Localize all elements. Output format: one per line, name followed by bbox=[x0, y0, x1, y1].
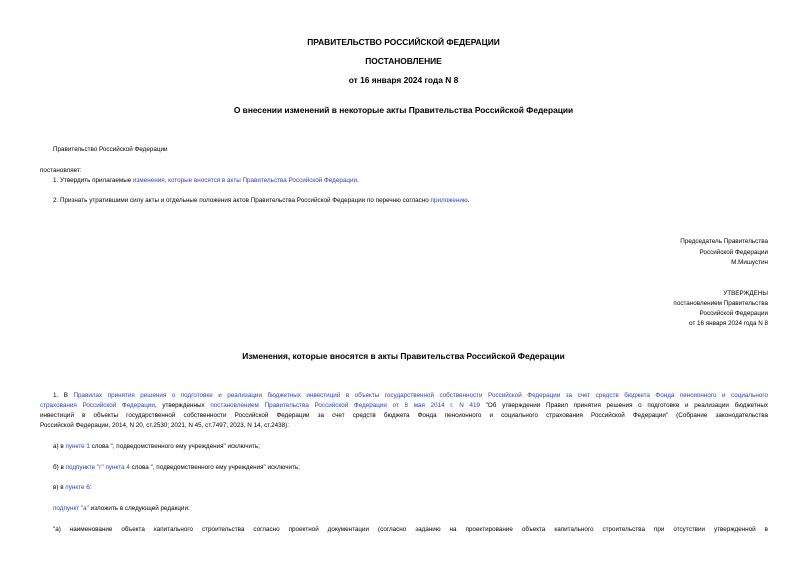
subparagraph-a-text: изложить в следующей редакции: bbox=[88, 505, 190, 512]
new-wording-line: "а) наименование объекта капитального строительства согласно проектной документации (согласно заданию на проектирование объекта капитального строительства при отсутствии утвержденной в bbox=[53, 526, 768, 533]
change-1-mid-1: , утвержденных bbox=[154, 402, 211, 409]
document-title: О внесении изменений в некоторые акты Правительства Российской Федерации bbox=[233, 105, 574, 115]
subitem-b-prefix: б) в bbox=[53, 464, 66, 471]
subitem-b bbox=[53, 464, 300, 473]
section-title: Изменения, которые вносятся в акты Правительства Российской Федерации bbox=[242, 351, 565, 361]
change-1-line-2 bbox=[40, 402, 768, 411]
subitem-b-text: слова ", подведомственного ему учреждения" исключить; bbox=[129, 464, 300, 471]
change-1-line-3: инвестиций в объекты государственной собственности Российской Федерации за счет средств бюджета Фонда пенсионного и социального страхования Российской Федерации" (Собрание законодательства bbox=[40, 412, 768, 419]
preamble-resolves: постановляет: bbox=[40, 167, 82, 174]
approved-line-3: Российской Федерации bbox=[699, 310, 768, 317]
item-2 bbox=[53, 197, 469, 206]
change-1-prefix: 1. В bbox=[53, 392, 74, 399]
item-2-link[interactable]: приложению bbox=[430, 197, 468, 204]
change-1-mid-2: "Об утверждении Правил принятия решения о подготовке и реализации бюджетных bbox=[480, 402, 769, 409]
approved-line-4: от 16 января 2024 года N 8 bbox=[688, 320, 768, 327]
subitem-a bbox=[53, 443, 260, 452]
preamble-government: Правительство Российской Федерации bbox=[53, 146, 168, 153]
item-1 bbox=[53, 177, 359, 186]
approved-line-2: постановлением Правительства bbox=[673, 300, 768, 307]
signature-name: М.Мишустин bbox=[731, 259, 768, 266]
approved-label: УТВЕРЖДЕНЫ bbox=[723, 290, 768, 297]
signature-position: Председатель Правительства bbox=[680, 238, 768, 245]
government-heading: ПРАВИТЕЛЬСТВО РОССИЙСКОЙ ФЕДЕРАЦИИ bbox=[307, 37, 500, 47]
subitem-a-link[interactable]: пункте 1 bbox=[65, 443, 90, 450]
item-2-suffix: . bbox=[467, 197, 470, 204]
rules-link-cont[interactable]: страхования Российской Федерации bbox=[40, 402, 155, 409]
subitem-v-prefix: в) в bbox=[53, 484, 66, 491]
document-type: ПОСТАНОВЛЕНИЕ bbox=[365, 56, 442, 66]
subitem-v-link[interactable]: пункте 6 bbox=[65, 484, 90, 491]
change-1-line-4: Российской Федерации, 2014, N 20, ст.2530; 2021, N 45, ст.7497; 2023, N 14, ст.2438): bbox=[40, 422, 290, 429]
resolution-419-link[interactable]: постановлением Правительства Российской Федерации от 8 мая 2014 г. N 419 bbox=[210, 402, 480, 409]
item-1-link[interactable]: изменения, которые вносятся в акты Правительства Российской Федерации bbox=[133, 177, 357, 184]
subitem-v-text: : bbox=[89, 484, 92, 491]
subitem-a-text: слова ", подведомственного ему учреждения" исключить; bbox=[89, 443, 260, 450]
subitem-b-link[interactable]: подпункте "г" пункта 4 bbox=[65, 464, 130, 471]
signature-org: Российской Федерации bbox=[699, 249, 768, 256]
item-1-suffix: . bbox=[356, 177, 359, 184]
subitem-a-prefix: а) в bbox=[53, 443, 66, 450]
document-date-number: от 16 января 2024 года N 8 bbox=[348, 75, 459, 85]
item-2-prefix: 2. Признать утратившими силу акты и отдельные положения актов Правительства Российской Федерации по перечню согласно bbox=[53, 197, 431, 204]
subparagraph-a-link[interactable]: подпункт "а" bbox=[53, 505, 89, 512]
item-1-prefix: 1. Утвердить прилагаемые bbox=[53, 177, 133, 184]
subparagraph-a bbox=[53, 505, 190, 514]
subitem-v bbox=[53, 484, 91, 493]
rules-link[interactable]: Правилах принятия решения о подготовке и реализации бюджетных инвестиций в объекты государственной собственности Российской Федерации за счет средств бюджета Фонда пенсионного и социального bbox=[73, 392, 768, 399]
change-1-line-1 bbox=[53, 392, 768, 401]
